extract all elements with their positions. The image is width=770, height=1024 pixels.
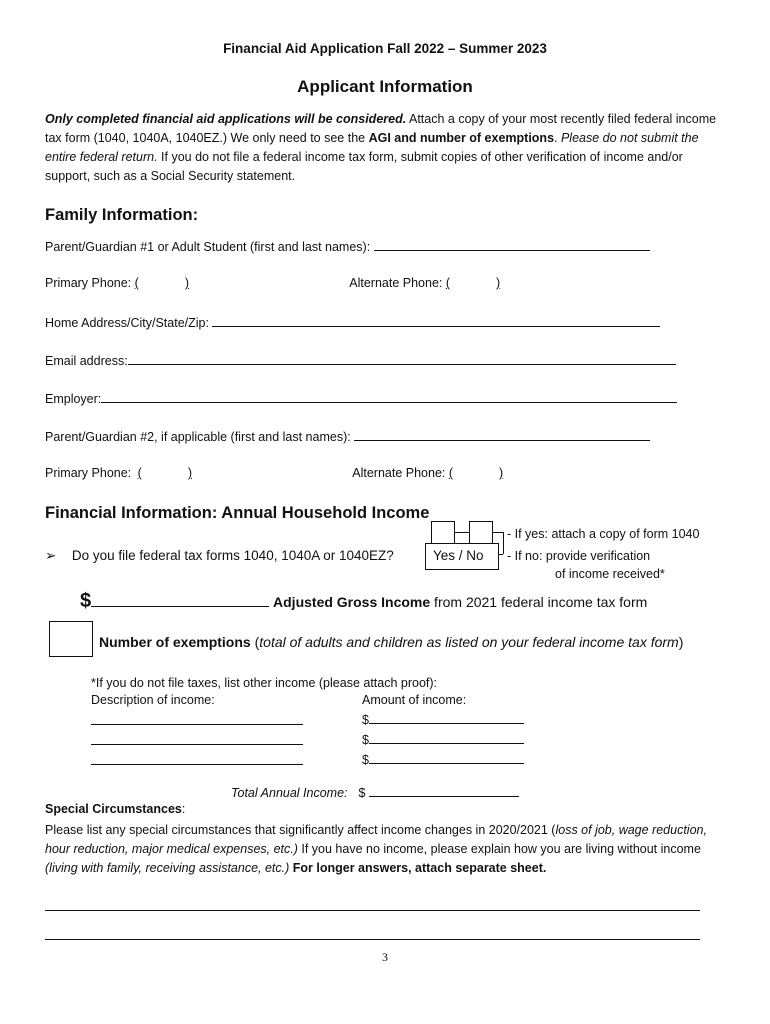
address-label: Home Address/City/State/Zip: [45, 316, 209, 330]
paren-open: ( [445, 276, 451, 290]
amount-dollar-1: $ [362, 713, 369, 727]
checkbox-connector [455, 532, 469, 533]
email-label: Email address: [45, 354, 128, 368]
paren-close: ) [184, 276, 189, 290]
yes-connector [493, 532, 503, 533]
description-label: Description of income: [91, 693, 215, 707]
exemptions-paren-open: ( [250, 634, 260, 650]
alternate-phone-label-1: Alternate Phone: [349, 276, 443, 290]
guardian2-label: Parent/Guardian #2, if applicable (first and last names): [45, 430, 351, 444]
total-income-field[interactable] [369, 784, 519, 797]
agi-field[interactable] [91, 594, 269, 607]
if-no-note: - If no: provide verification [507, 549, 651, 563]
amount-field-3[interactable] [369, 751, 524, 764]
intro-emphasis: Only completed financial aid applications will be considered. [45, 112, 407, 126]
guardian2-row [45, 428, 650, 444]
special-heading-row [45, 802, 185, 816]
description-field-1[interactable] [91, 724, 303, 725]
exemptions-paren-close: ) [678, 634, 684, 650]
no-checkbox[interactable] [469, 521, 493, 545]
special-heading-colon: : [181, 802, 186, 816]
agi-label: Adjusted Gross Income [273, 594, 431, 610]
page-number: 3 [382, 950, 388, 964]
primary-phone-label-1: Primary Phone: [45, 276, 132, 290]
primary-phone-row-2 [45, 466, 663, 480]
agi-dollar: $ [80, 590, 92, 612]
paren-close: ) [499, 466, 504, 480]
paren-open: ( [448, 466, 454, 480]
family-heading: Family Information: [45, 206, 199, 224]
email-field[interactable] [128, 352, 676, 365]
paren-close: ) [496, 276, 501, 290]
exemptions-row [99, 634, 683, 650]
guardian2-field[interactable] [354, 428, 650, 441]
exemptions-note: total of adults and children as listed on your federal income tax form [259, 634, 679, 650]
amount-row-1 [362, 711, 524, 727]
amount-row-3 [362, 751, 524, 767]
intro-text-2: . [554, 131, 561, 145]
intro-paragraph [45, 110, 725, 186]
tax-form-question-row [45, 548, 394, 564]
paren-open: ( [137, 466, 142, 480]
alternate-phone-field-1[interactable] [446, 276, 664, 290]
no-file-note: *If you do not file taxes, list other income (please attach proof): [91, 676, 438, 690]
primary-phone-field-2[interactable] [135, 466, 342, 480]
special-text-1: Please list any special circumstances that significantly affect income changes in 2020/2021 ( [45, 823, 556, 837]
special-heading: Special Circumstances [45, 802, 182, 816]
amount-row-2 [362, 731, 524, 747]
special-bold-note: For longer answers, attach separate sheet. [292, 861, 547, 875]
paren-close: ) [187, 466, 192, 480]
total-income-dollar: $ [358, 786, 366, 800]
bracket-vertical [503, 532, 504, 554]
document-title: Financial Aid Application Fall 2022 – Summer 2023 [223, 41, 547, 56]
employer-field[interactable] [101, 390, 677, 403]
total-income-row [231, 784, 519, 800]
amount-field-2[interactable] [369, 731, 524, 744]
financial-heading: Financial Information: Annual Household Income [45, 504, 430, 522]
alternate-phone-field-2[interactable] [449, 466, 663, 480]
employer-row [45, 390, 677, 406]
guardian1-row [45, 238, 650, 254]
special-answer-line-1[interactable] [45, 910, 700, 911]
if-yes-note: - If yes: attach a copy of form 1040 [507, 527, 700, 541]
description-field-2[interactable] [91, 744, 303, 745]
intro-text-1: Attach a copy of your most recently filed federal income tax form (1040, 1040A, 1040EZ.) We only need to see the [45, 112, 717, 145]
primary-phone-row-1 [45, 276, 664, 290]
email-row [45, 352, 676, 368]
total-income-label: Total Annual Income: [231, 786, 348, 800]
amount-label: Amount of income: [362, 693, 467, 707]
exemptions-label: Number of exemptions [99, 634, 251, 650]
yes-checkbox[interactable] [431, 521, 455, 545]
amount-dollar-2: $ [362, 733, 369, 747]
paren-open: ( [134, 276, 139, 290]
address-field[interactable] [212, 314, 660, 327]
amount-dollar-3: $ [362, 753, 369, 767]
amount-field-1[interactable] [369, 711, 524, 724]
special-paragraph [45, 821, 730, 878]
special-answer-line-2[interactable] [45, 939, 700, 940]
bullet-arrow-icon: ➢ [45, 548, 57, 563]
employer-label: Employer: [45, 392, 102, 406]
exemptions-box[interactable] [49, 621, 93, 657]
tax-form-question: Do you file federal tax forms 1040, 1040A or 1040EZ? [71, 548, 394, 563]
agi-row [80, 590, 647, 613]
yes-no-label: Yes / No [433, 548, 484, 563]
primary-phone-field-1[interactable] [135, 276, 339, 290]
guardian1-label: Parent/Guardian #1 or Adult Student (first and last names): [45, 240, 371, 254]
address-row [45, 314, 660, 330]
if-no-note-2: of income received* [555, 567, 665, 581]
intro-text-3: If you do not file a federal income tax form, submit copies of other verification of income and/or support, such as a Social Security statement. [45, 150, 683, 183]
special-italic-2: (living with family, receiving assistance, etc.) [45, 861, 290, 875]
alternate-phone-label-2: Alternate Phone: [352, 466, 446, 480]
special-text-2: If you have no income, please explain how you are living without income [297, 842, 701, 856]
special-italic-1: loss of job, wage reduction, hour reduction, major medical expenses, etc.) [45, 823, 707, 856]
primary-phone-label-2: Primary Phone: [45, 466, 132, 480]
section-heading-applicant: Applicant Information [297, 77, 473, 96]
intro-agi-emphasis: AGI and number of exemptions [368, 131, 555, 145]
intro-italic: Please do not submit the entire federal return. [45, 131, 699, 164]
agi-label-rest: from 2021 federal income tax form [430, 594, 648, 610]
guardian1-field[interactable] [374, 238, 650, 251]
description-field-3[interactable] [91, 764, 303, 765]
